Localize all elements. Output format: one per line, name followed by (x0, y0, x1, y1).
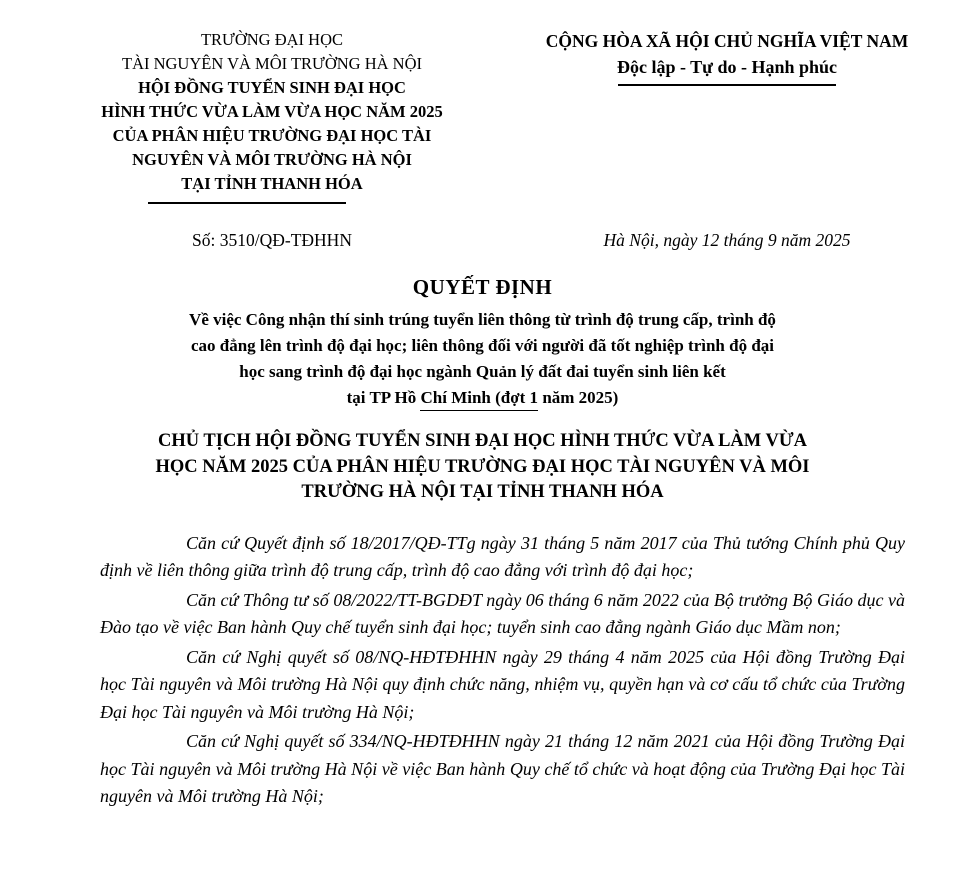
motto-separator-line (618, 84, 836, 86)
subject-line-4-post: năm 2025) (538, 388, 619, 407)
national-title: CỘNG HÒA XÃ HỘI CHỦ NGHĨA VIỆT NAM (545, 31, 909, 51)
issuer-line-2: TÀI NGUYÊN VÀ MÔI TRƯỜNG HÀ NỘI (121, 54, 422, 73)
authority-line-3: TRƯỜNG HÀ NỘI TẠI TỈNH THANH HÓA (301, 482, 664, 502)
issuer-line-7: TẠI TỈNH THANH HÓA (181, 174, 363, 193)
issuing-authority-block (30, 28, 514, 204)
authority-line-1: CHỦ TỊCH HỘI ĐỒNG TUYỂN SINH ĐẠI HỌC HÌNH THỨC VỪA LÀM VỪA (158, 431, 807, 451)
issuer-line-5: CỦA PHÂN HIỆU TRƯỜNG ĐẠI HỌC TÀI (112, 126, 432, 145)
document-body (100, 530, 905, 811)
document-number: Số: 3510/QĐ-TĐHHN (192, 230, 352, 250)
document-header (0, 28, 965, 204)
authority-heading (0, 429, 965, 506)
legal-basis-paragraph: Căn cứ Nghị quyết số 08/NQ-HĐTĐHHN ngày 29 tháng 4 năm 2025 của Hội đồng Trường Đại học Tài nguyên và Môi trường Hà Nội quy định chức năng, nhiệm vụ, quyền hạn và cơ cấu tổ chức của Trường Đại học Tài nguyên và Môi trường Hà Nội; (100, 646, 905, 722)
subject-line-4-pre: tại TP Hồ (346, 388, 421, 407)
subject-line-3: học sang trình độ đại học ngành Quản lý đất đai tuyển sinh liên kết (239, 362, 726, 381)
legal-basis-paragraph: Căn cứ Nghị quyết số 334/NQ-HĐTĐHHN ngày 21 tháng 12 năm 2021 của Hội đồng Trường Đại học Tài nguyên và Môi trường Hà Nội về việc Ban hành Quy chế tổ chức và hoạt động của Trường Đại học Tài nguyên và Môi trường Hà Nội; (100, 731, 905, 806)
issuer-line-1: TRƯỜNG ĐẠI HỌC (200, 30, 344, 49)
authority-line-2: HỌC NĂM 2025 CỦA PHÂN HIỆU TRƯỜNG ĐẠI HỌC TÀI NGUYÊN VÀ MÔI (155, 456, 810, 477)
subject-line-4 (0, 385, 965, 411)
document-subject (0, 307, 965, 411)
issuer-separator-line (148, 202, 346, 204)
legal-basis-paragraph: Căn cứ Quyết định số 18/2017/QĐ-TTg ngày 31 tháng 5 năm 2017 của Thủ tướng Chính phủ Quy định về liên thông giữa trình độ trung cấp, trình độ cao đẳng với trình độ đại học; (100, 532, 905, 580)
place-and-date: Hà Nội, ngày 12 tháng 9 năm 2025 (603, 230, 851, 250)
subject-line-4-underlined: Chí Minh (đợt 1 (420, 388, 538, 411)
document-meta-row (0, 230, 965, 251)
national-motto-block (514, 28, 965, 204)
national-motto: Độc lập - Tự do - Hạnh phúc (616, 57, 838, 77)
subject-line-1: Về việc Công nhận thí sinh trúng tuyển liên thông từ trình độ trung cấp, trình độ (189, 310, 776, 329)
subject-line-2: cao đẳng lên trình độ đại học; liên thông đối với người đã tốt nghiệp trình độ đại (190, 336, 775, 355)
issuer-line-4: HÌNH THỨC VỪA LÀM VỪA HỌC NĂM 2025 (101, 102, 443, 121)
issuer-line-6: NGUYÊN VÀ MÔI TRƯỜNG HÀ NỘI (132, 150, 412, 169)
document-title: QUYẾT ĐỊNH (412, 275, 553, 299)
legal-basis-paragraph: Căn cứ Thông tư số 08/2022/TT-BGDĐT ngày 06 tháng 6 năm 2022 của Bộ trưởng Bộ Giáo dục và Đào tạo về việc Ban hành Quy chế tuyển sinh đại học; tuyển sinh cao đẳng ngành Giáo dục Mầm non; (100, 589, 905, 637)
issuer-line-3: HỘI ĐỒNG TUYỂN SINH ĐẠI HỌC (138, 78, 406, 97)
